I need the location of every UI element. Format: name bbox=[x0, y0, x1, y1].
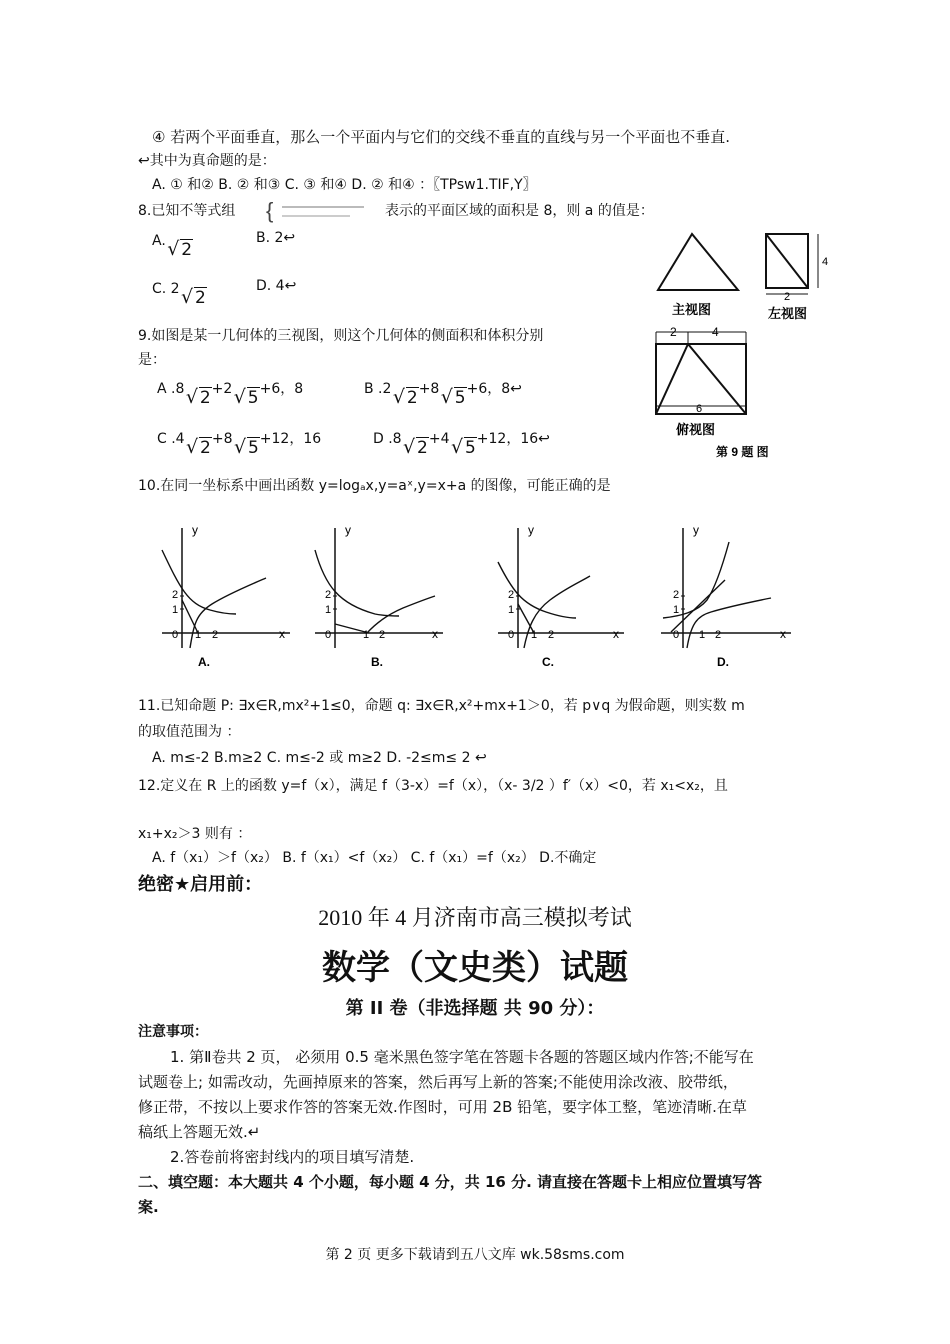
q9-option-d: D .8 √ 2+4 √ 5+12，16↩ bbox=[373, 428, 550, 448]
sqrt-2: √ 2 bbox=[396, 388, 419, 408]
tick-0: 0 bbox=[673, 629, 680, 641]
x-axis-label: x bbox=[613, 627, 619, 641]
q7-statement-4: ④ 若两个平面垂直，那么一个平面内与它们的交线不垂直的直线与另一个平面也不垂直. bbox=[152, 128, 730, 146]
note-1-line-3: 修正带，不按以上要求作答的答案无效.作图时，可用 2B 铅笔，要字体工整，笔迹清晰.在草 bbox=[138, 1098, 747, 1116]
front-view-triangle bbox=[658, 234, 738, 290]
sqrt-5: √ 5 bbox=[444, 388, 467, 408]
curve-line bbox=[518, 604, 534, 633]
sqrt-5: √ 5 bbox=[237, 438, 260, 458]
graph-a bbox=[152, 520, 302, 672]
sqrt-5: √ 5 bbox=[237, 388, 260, 408]
y-axis-label: y bbox=[192, 523, 198, 537]
graph-label: D. bbox=[717, 655, 729, 669]
q9-stem-1: 9.如图是某一几何体的三视图，则这个几何体的侧面积和体积分别 bbox=[138, 328, 544, 344]
q11-line-1: 11.已知命题 P: ∃x∈R,mx²+1≤0，命题 q: ∃x∈R,x²+mx+1＞0，若 p∨q 为假命题，则实数 m bbox=[138, 698, 745, 714]
q8-stem-a: 8.已知不等式组 bbox=[138, 203, 236, 219]
three-view-figure bbox=[640, 222, 830, 462]
dim-top-4: 4 bbox=[712, 325, 719, 339]
q10-stem: 10.在同一坐标系中画出函数 y=logₐx,y=aˣ,y=x+a 的图像，可能正确的是 bbox=[138, 478, 611, 494]
page-footer: 第 2 页 更多下载请到五八文库 wk.58sms.com bbox=[325, 1247, 625, 1263]
mark-icon: ↩ bbox=[538, 431, 550, 447]
y-axis-label: y bbox=[345, 523, 351, 537]
graph-c bbox=[488, 520, 638, 672]
tick-y2: 2 bbox=[172, 589, 179, 601]
graph-b bbox=[305, 520, 455, 672]
q8-option-d: D. 4↩ bbox=[256, 278, 297, 294]
q8-option-c: C. 2 √ 2 bbox=[152, 278, 207, 298]
graph-label: B. bbox=[371, 655, 383, 669]
subject-title: 数学（文史类）试题 bbox=[322, 948, 628, 988]
sqrt-2: √ 2 bbox=[170, 240, 193, 260]
mark-icon: ↵ bbox=[247, 1123, 261, 1141]
y-axis-label: y bbox=[528, 523, 534, 537]
q11-options: A. m≤-2 B.m≥2 C. m≤-2 或 m≥2 D. -2≤m≤ 2 ↩ bbox=[152, 750, 487, 766]
note-1-line-4: 稿纸上答题无效.↵ bbox=[138, 1123, 261, 1141]
sqrt-2: √ 2 bbox=[189, 438, 212, 458]
figure-caption: 第 9 题 图 bbox=[716, 445, 769, 459]
mark-icon: ↩ bbox=[470, 750, 487, 766]
section-2-line-1: 二、填空题：本大题共 4 个小题，每小题 4 分，共 16 分. 请直接在答题卡上相应位置填写答 bbox=[138, 1173, 763, 1191]
tick-y1: 1 bbox=[673, 604, 680, 616]
graph-label: A. bbox=[198, 655, 210, 669]
graph-label: C. bbox=[542, 655, 554, 669]
left-view-label: 左视图 bbox=[768, 306, 808, 321]
tick-y1: 1 bbox=[325, 604, 332, 616]
tick-y1: 1 bbox=[172, 604, 179, 616]
tick-x1: 1 bbox=[195, 629, 202, 641]
tick-x1: 1 bbox=[363, 629, 370, 641]
x-axis-label: x bbox=[780, 627, 786, 641]
tick-x2: 2 bbox=[212, 629, 219, 641]
tick-x2: 2 bbox=[715, 629, 722, 641]
notes-heading: 注意事项： bbox=[138, 1024, 208, 1040]
tick-x2: 2 bbox=[548, 629, 555, 641]
sqrt-2: √ 2 bbox=[184, 288, 207, 308]
q9-stem-2: 是： bbox=[138, 352, 166, 368]
mark-icon: ↩ bbox=[284, 278, 297, 294]
secret-label: 绝密★启用前： bbox=[138, 874, 263, 895]
q12-line-1: 12.定义在 R 上的函数 y=f（x），满足 f（3-x）=f（x），（x- 3/2 ）f′（x）<0，若 x₁<x₂，且 bbox=[138, 778, 728, 794]
q9-option-b: B .2 √ 2+8 √ 5+6，8↩ bbox=[364, 378, 522, 398]
q12-options: A. f（x₁）＞f（x₂） B. f（x₁）<f（x₂） C. f（x₁）=f（x₂） D.不确定 bbox=[152, 850, 597, 866]
q7-options: A. ① 和② B. ② 和③ C. ③ 和④ D. ② 和④ ：〖TPsw1.TIF,Y〗 bbox=[152, 177, 537, 193]
q9-option-c: C .4 √ 2+8 √ 5+12，16 bbox=[157, 428, 321, 448]
dim-top-2: 2 bbox=[670, 325, 677, 339]
note-2: 2.答卷前将密封线内的项目填写清楚. bbox=[170, 1148, 415, 1166]
tick-x1: 1 bbox=[699, 629, 706, 641]
inequality-system-image bbox=[266, 199, 376, 223]
sqrt-5: √ 5 bbox=[454, 438, 477, 458]
mark-icon: ↩ bbox=[138, 153, 150, 169]
q8-option-a: A. √ 2 bbox=[152, 230, 193, 250]
tick-y2: 2 bbox=[673, 589, 680, 601]
q7-lead: ↩其中为真命题的是： bbox=[138, 153, 276, 169]
sqrt-2: √ 2 bbox=[406, 438, 429, 458]
x-axis-label: x bbox=[279, 627, 285, 641]
note-1-line-1: 1. 第Ⅱ卷共 2 页， 必须用 0.5 毫米黑色签字笔在答题卡各题的答题区域内作答;不能写在 bbox=[170, 1048, 754, 1066]
front-view-label: 主视图 bbox=[672, 302, 712, 317]
q8-option-b: B. 2↩ bbox=[256, 230, 296, 246]
tick-0: 0 bbox=[172, 629, 179, 641]
graph-d bbox=[655, 520, 805, 672]
tick-0: 0 bbox=[325, 629, 332, 641]
x-axis-label: x bbox=[432, 627, 438, 641]
top-view-label: 俯视图 bbox=[676, 422, 716, 437]
y-axis-label: y bbox=[693, 523, 699, 537]
svg-text:{: { bbox=[266, 199, 274, 223]
dim-4: 4 bbox=[822, 256, 829, 268]
mark-icon: ↩ bbox=[510, 381, 522, 397]
dim-6: 6 bbox=[696, 403, 703, 415]
mark-icon: ↩ bbox=[283, 230, 296, 246]
volume-title: 第 II 卷（非选择题 共 90 分）： bbox=[345, 998, 605, 1019]
sqrt-2: √ 2 bbox=[189, 388, 212, 408]
tick-0: 0 bbox=[508, 629, 515, 641]
section-2-line-2: 案. bbox=[138, 1198, 159, 1216]
q8-stem-b: 表示的平面区域的面积是 8，则 a 的值是： bbox=[385, 203, 654, 219]
tick-x2: 2 bbox=[379, 629, 386, 641]
q12-line-2: x₁+x₂＞3 则有 ： bbox=[138, 826, 252, 842]
q11-line-2: 的取值范围为 ： bbox=[138, 724, 241, 740]
exam-title: 2010 年 4 月济南市高三模拟考试 bbox=[318, 905, 632, 930]
curve-line bbox=[182, 600, 198, 633]
dim-2: 2 bbox=[784, 291, 791, 303]
tick-x1: 1 bbox=[531, 629, 538, 641]
tick-y1: 1 bbox=[508, 604, 515, 616]
note-1-line-2: 试题卷上; 如需改动，先画掉原来的答案，然后再写上新的答案;不能使用涂改液、胶带纸， bbox=[138, 1073, 738, 1091]
tick-y2: 2 bbox=[325, 589, 332, 601]
q9-option-a: A .8 √ 2+2 √ 5+6，8 bbox=[157, 378, 303, 398]
tick-y2: 2 bbox=[508, 589, 515, 601]
